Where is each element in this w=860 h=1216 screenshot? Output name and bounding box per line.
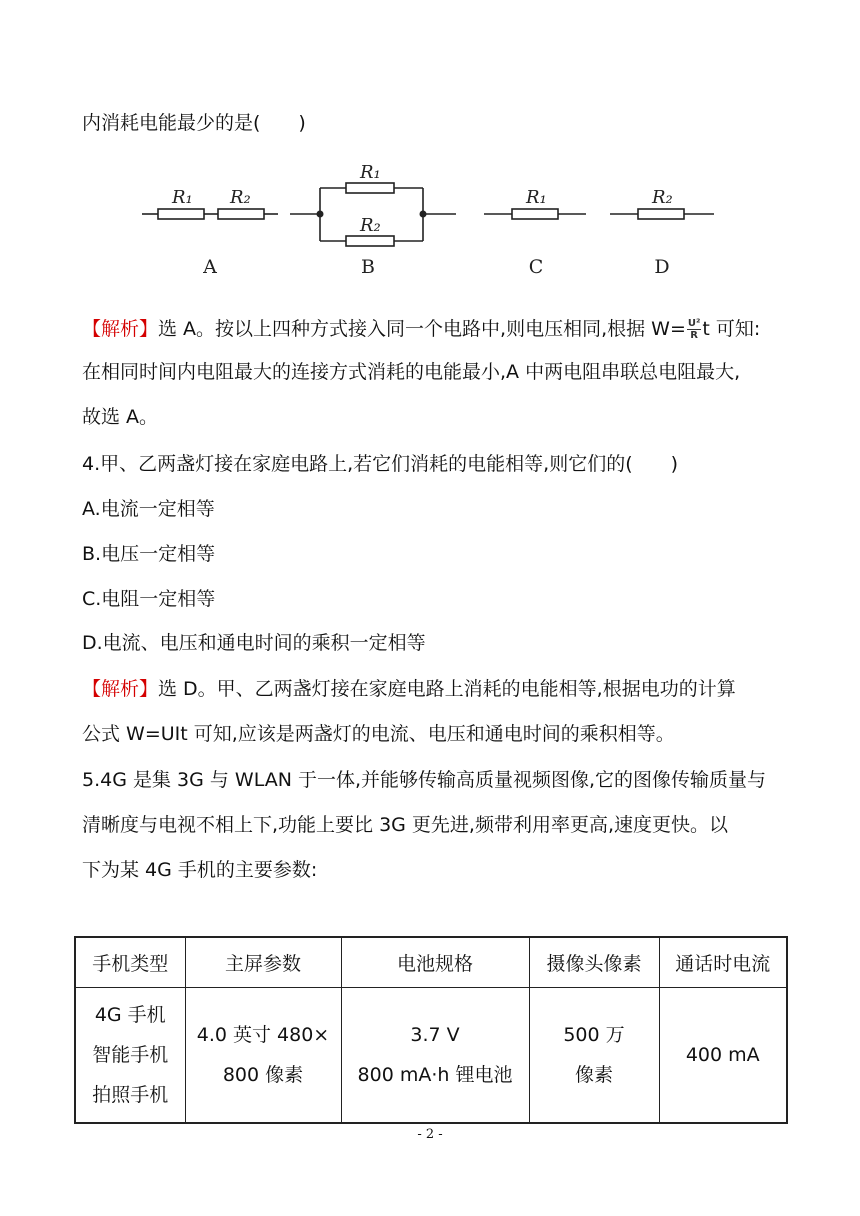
label-d-r2: R₂ <box>652 187 673 208</box>
question-4-option-d: D.电流、电压和通电时间的乘积一定相等 <box>82 632 426 654</box>
analysis1-line3: 故选 A。 <box>82 406 159 428</box>
label-a-r2: R₂ <box>230 187 251 208</box>
intro-line: 内消耗电能最少的是( ) <box>82 112 306 134</box>
analysis1-text: 选 A。按以上四种方式接入同一个电路中,则电压相同,根据 W= <box>158 318 686 340</box>
question-4-option-b: B.电压一定相等 <box>82 543 216 565</box>
label-a-r1: R₁ <box>172 187 193 208</box>
analysis1-line2: 在相同时间内电阻最大的连接方式消耗的电能最小,A 中两电阻串联总电阻最大, <box>82 361 741 383</box>
circuit-diagrams <box>140 158 730 288</box>
cell-screen: 4.0 英寸 480× 800 像素 <box>185 987 341 1123</box>
analysis1-line1 <box>82 316 802 342</box>
header-battery: 电池规格 <box>341 937 529 987</box>
question-5-line2: 清晰度与电视不相上下,功能上要比 3G 更先进,频带利用率更高,速度更快。以 <box>82 814 729 836</box>
option-label-d: D <box>654 256 670 278</box>
formula-u2-over-r: $\frac{\text{U²}}{R}$ <box>687 318 701 341</box>
analysis2-line1 <box>82 676 802 702</box>
question-4-stem: 4.甲、乙两盏灯接在家庭电路上,若它们消耗的电能相等,则它们的( ) <box>82 453 679 475</box>
label-b-r1: R₁ <box>360 162 381 183</box>
header-phone-type: 手机类型 <box>75 937 185 987</box>
junction-dot <box>420 211 427 218</box>
cell-battery: 3.7 V 800 mA·h 锂电池 <box>341 987 529 1123</box>
cell-call-current: 400 mA <box>659 987 787 1123</box>
analysis-tag: 【解析】 <box>82 678 159 700</box>
analysis2-text: 选 D。甲、乙两盏灯接在家庭电路上消耗的电能相等,根据电功的计算 <box>158 678 736 700</box>
header-camera: 摄像头像素 <box>529 937 659 987</box>
header-screen: 主屏参数 <box>185 937 341 987</box>
table-header-row <box>75 937 787 987</box>
option-label-b: B <box>361 256 375 278</box>
option-label-a: A <box>203 256 217 278</box>
table-row <box>75 987 787 1123</box>
question-5-line3: 下为某 4G 手机的主要参数: <box>82 859 318 881</box>
analysis-tag: 【解析】 <box>82 318 159 340</box>
cell-phone-type: 4G 手机 智能手机 拍照手机 <box>75 987 185 1123</box>
junction-dot <box>317 211 324 218</box>
option-label-c: C <box>528 256 544 278</box>
question-5-line1: 5.4G 是集 3G 与 WLAN 于一体,并能够传输高质量视频图像,它的图像传输质量与 <box>82 769 767 791</box>
analysis2-line2: 公式 W=UIt 可知,应该是两盏灯的电流、电压和通电时间的乘积相等。 <box>82 723 675 745</box>
header-call-current: 通话时电流 <box>659 937 787 987</box>
label-c-r1: R₁ <box>526 187 547 208</box>
label-b-r2: R₂ <box>360 215 381 236</box>
phone-params-table <box>74 936 788 1124</box>
question-4-option-c: C.电阻一定相等 <box>82 588 216 610</box>
question-4-option-a: A.电流一定相等 <box>82 498 215 520</box>
cell-camera: 500 万 像素 <box>529 987 659 1123</box>
analysis1-text-tail: t 可知: <box>702 318 761 340</box>
page-number: - 2 - <box>417 1127 443 1142</box>
